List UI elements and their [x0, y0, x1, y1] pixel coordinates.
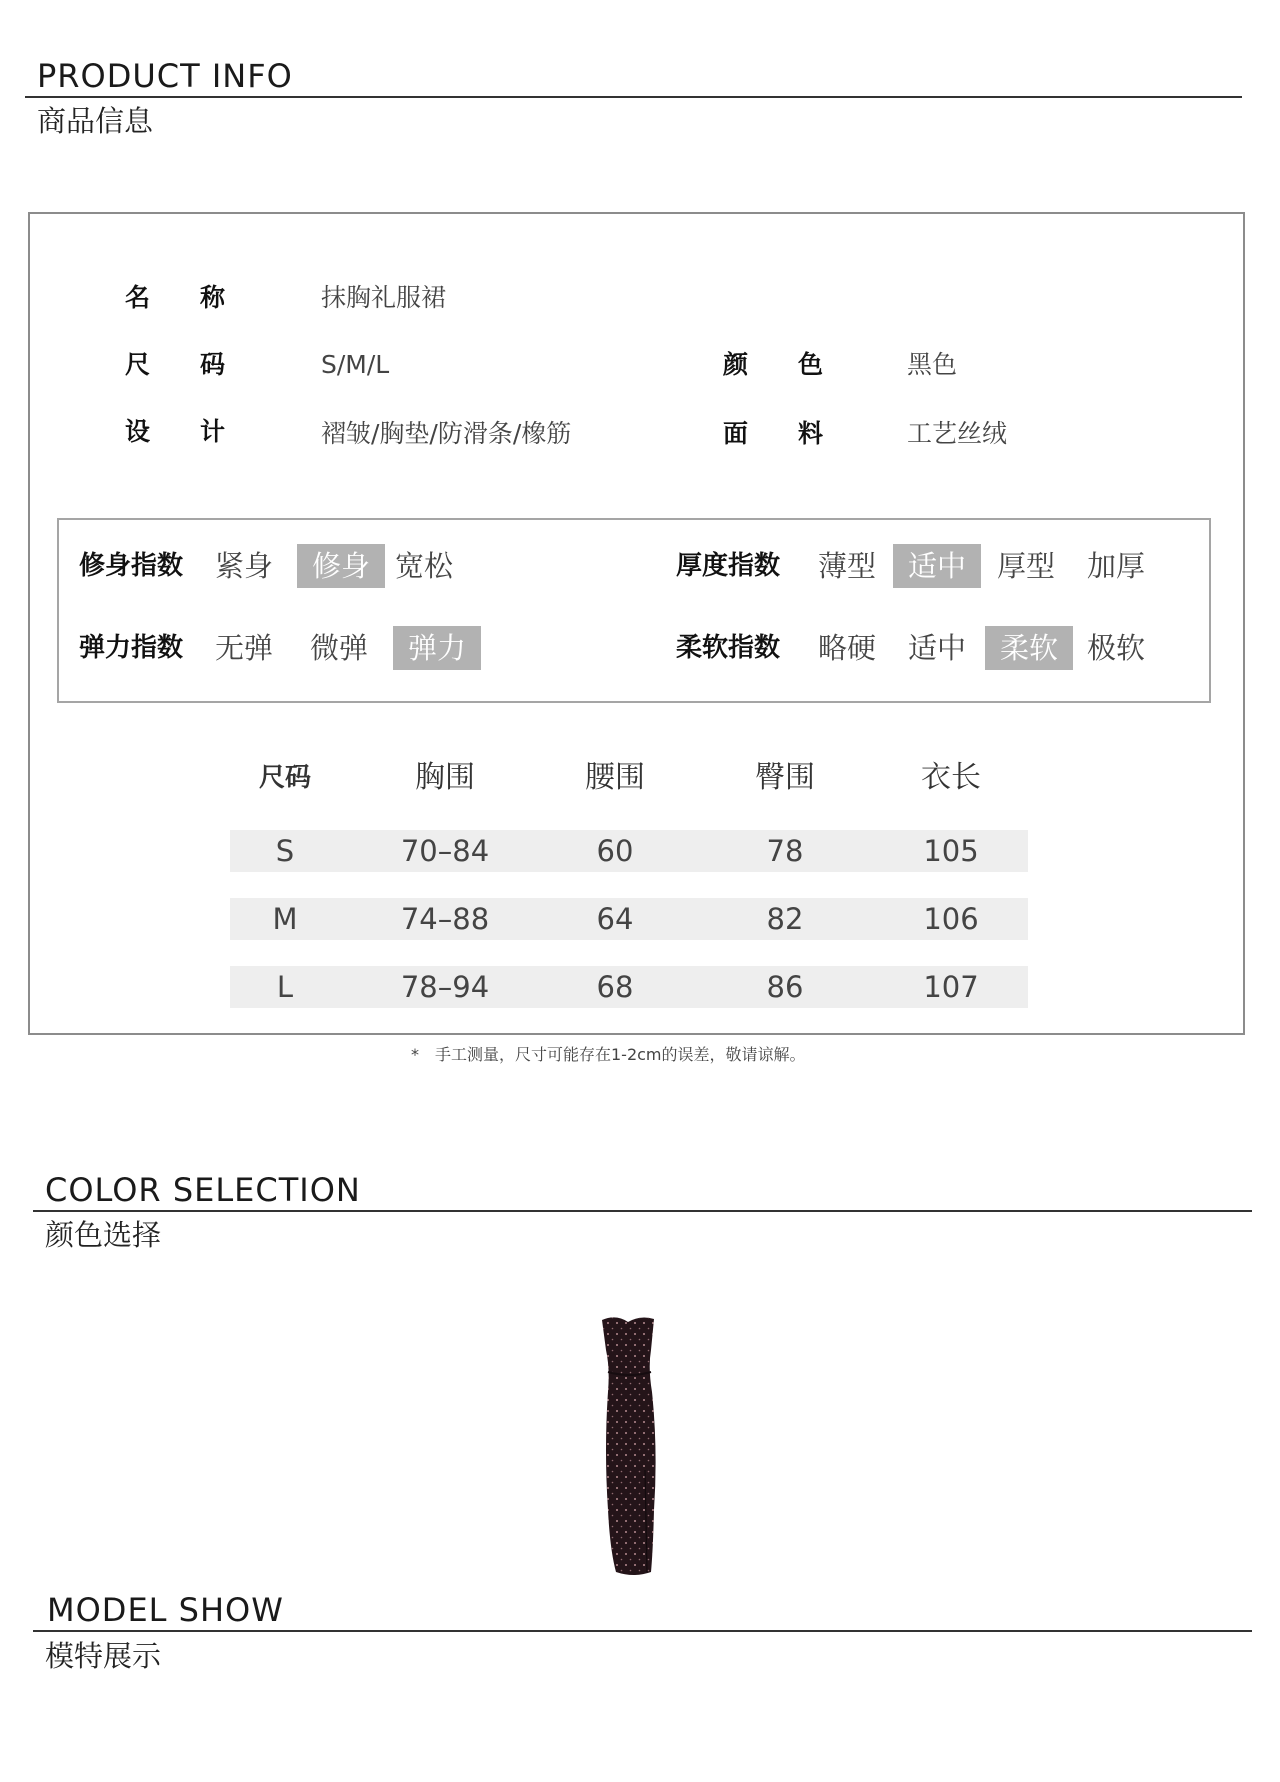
hip-cell: 86: [766, 970, 804, 1004]
chest-cell: 70–84: [400, 834, 490, 868]
size-table-row: [230, 830, 1028, 872]
fit-option: 紧身: [214, 549, 273, 583]
product-info-title: PRODUCT INFO: [37, 57, 293, 95]
size-table-row: [230, 966, 1028, 1008]
fabric-value: 工艺丝绒: [907, 419, 1008, 448]
waist-cell: 68: [596, 970, 634, 1004]
elasticity-index-label: 弹力指数: [79, 633, 184, 663]
black-dress-image[interactable]: [588, 1310, 688, 1580]
softness-option-selected: 柔软: [985, 626, 1073, 670]
size-cell: S: [275, 834, 295, 868]
size-label: 尺 码: [125, 350, 226, 379]
product-info-subtitle: 商品信息: [37, 104, 154, 138]
size-value: S/M/L: [321, 350, 390, 379]
waist-cell: 64: [596, 902, 634, 936]
design-label: 设 计: [125, 417, 226, 446]
fabric-label: 面 料: [723, 419, 824, 448]
section-divider: [33, 1210, 1252, 1212]
fit-index-label: 修身指数: [79, 551, 184, 581]
product-info-panel: [28, 212, 1245, 1035]
softness-option: 极软: [1086, 631, 1145, 665]
chest-cell: 74–88: [400, 902, 490, 936]
elasticity-option-selected: 弹力: [393, 626, 481, 670]
fit-option: 宽松: [394, 549, 453, 583]
measurement-note: * 手工测量，尺寸可能存在1-2cm的误差，敬请谅解。: [411, 1045, 806, 1064]
size-table-header: 臀围: [755, 760, 815, 795]
color-value: 黑色: [907, 350, 958, 379]
waist-cell: 60: [596, 834, 634, 868]
garment-index-panel: [57, 518, 1211, 703]
thickness-index-label: 厚度指数: [676, 551, 781, 581]
size-table-header: 尺码: [258, 763, 311, 793]
name-label: 名 称: [125, 283, 226, 312]
thickness-option-selected: 适中: [893, 544, 981, 588]
section-divider: [25, 96, 1242, 98]
thickness-option: 加厚: [1086, 549, 1145, 583]
fit-option-selected: 修身: [297, 544, 385, 588]
model-show-subtitle: 模特展示: [45, 1639, 162, 1673]
length-cell: 107: [923, 970, 979, 1004]
hip-cell: 78: [766, 834, 804, 868]
size-cell: L: [276, 970, 294, 1004]
softness-index-label: 柔软指数: [676, 633, 781, 663]
model-show-title: MODEL SHOW: [47, 1591, 284, 1629]
thickness-option: 薄型: [817, 549, 876, 583]
size-table-header: 胸围: [415, 760, 475, 795]
elasticity-option: 无弹: [214, 631, 273, 665]
color-label: 颜 色: [723, 350, 824, 379]
design-value: 褶皱/胸垫/防滑条/橡筋: [321, 419, 572, 448]
size-cell: M: [272, 902, 298, 936]
name-value: 抹胸礼服裙: [321, 283, 447, 312]
softness-option: 适中: [907, 631, 966, 665]
color-selection-title: COLOR SELECTION: [45, 1171, 361, 1209]
length-cell: 106: [923, 902, 979, 936]
thickness-option: 厚型: [996, 549, 1055, 583]
hip-cell: 82: [766, 902, 804, 936]
size-table-row: [230, 898, 1028, 940]
size-table-header: 腰围: [585, 760, 645, 795]
softness-option: 略硬: [817, 631, 876, 665]
section-divider: [33, 1630, 1252, 1632]
elasticity-option: 微弹: [309, 631, 368, 665]
chest-cell: 78–94: [400, 970, 490, 1004]
size-table-header: 衣长: [921, 760, 981, 795]
color-selection-subtitle: 颜色选择: [45, 1218, 162, 1252]
length-cell: 105: [923, 834, 979, 868]
